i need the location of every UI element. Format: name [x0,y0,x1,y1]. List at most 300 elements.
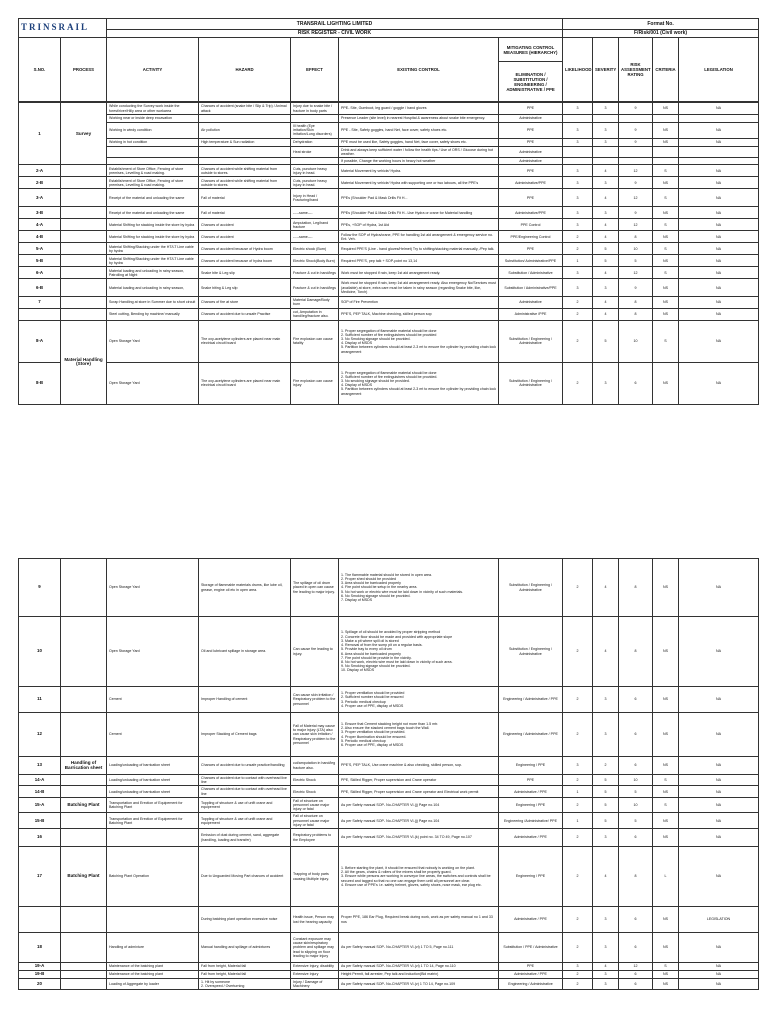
likelihood-cell: 3 [563,189,593,207]
severity-cell: 5 [593,813,619,829]
control-cell: As per Safety manual SOP- No-CHAPTER VI-(vi) 1 TO 5, Page no.111 [339,933,499,963]
sno-cell: 2-A [19,165,61,177]
effect-cell: Extensive Injury [291,971,339,979]
sno-cell: 3-A [19,189,61,207]
criteria-cell: NS [653,757,679,775]
criteria-cell: S [653,165,679,177]
sno-cell: 15-A [19,797,61,813]
mitigation-cell: PPE [499,165,563,177]
table-row [19,559,759,617]
col-elimination: ELIMINATION / SUBSTITUTION / ENGINEERING / ADMINISTRATIVE / PPE [499,62,563,102]
severity-cell: 4 [593,231,619,243]
effect-cell: Extensive Injury, disability [291,963,339,971]
activity-cell [107,829,199,847]
process-cell [61,177,107,189]
control-cell: Work must be stopped if rain, keep 1st aid arrangement ready. [339,267,499,279]
likelihood-cell: 3 [563,279,593,297]
activity-cell: Transportation and Erection of Equipement for Batching Plant [107,813,199,829]
rating-cell: 9 [619,279,653,297]
effect-cell: Injury in Head / Fracturing/hand [291,189,339,207]
control-cell: Material Movement by vehicle/ Hydra with supporting one or two labours, all the PPE's [339,177,499,189]
format-label: Format No. [563,19,759,30]
hazard-cell: Chances of accident due to contact with overhead live line [199,775,291,786]
activity-cell: Working in windy condition [107,123,199,139]
rating-cell: 10 [619,775,653,786]
mitigation-cell: Substitution / Administrative/PPE [499,279,563,297]
table-row [19,219,759,231]
activity-cell: Material loading and unloading in rainy season, Patrolling at Night [107,267,199,279]
col-process: PROCESS [61,38,107,102]
activity-cell: Loading/unloading of barrication sheet [107,775,199,786]
mitigation-cell: Engineering / Administrative / PPE [499,687,563,713]
logo-cell [19,19,107,38]
control-cell: 1. Proper ventilation should be provided 2. Sufficient number should be ensured 3. Periodic medical checkup 4. Proper use of PPE, display of MSDS [339,687,499,713]
legislation-cell [679,158,759,165]
process-cell [61,907,107,933]
likelihood-cell [563,158,593,165]
legislation-cell: NA [679,255,759,267]
effect-cell: Electric Shock [291,786,339,797]
col-mitigating: MITIGATING CONTROL MEASURES (HIERARCHY) [499,38,563,62]
sno-cell: 20 [19,979,61,990]
effect-cell: Electric shock (Burn) [291,243,339,255]
criteria-cell: S [653,243,679,255]
col-sno: S.NO. [19,38,61,102]
control-cell: PPEs (Shoulder Pad & Mask Drills Fit H... [339,189,499,207]
criteria-cell: NS [653,907,679,933]
mitigation-cell: PPE [499,123,563,139]
hazard-cell: Fall of material [199,207,291,219]
likelihood-cell: 2 [563,933,593,963]
severity-cell: 3 [593,207,619,219]
criteria-cell: NS [653,103,679,115]
page1-body [18,102,759,405]
hazard-cell: Chances of accident due to unsafe practice/handling [199,757,291,775]
sno-cell: 14-A [19,775,61,786]
legislation-cell: NA [679,797,759,813]
legislation-cell: NA [679,297,759,308]
mitigation-cell: Substitution / Engineering / Administrative [499,559,563,617]
process-cell [61,786,107,797]
criteria-cell: NS [653,362,679,404]
activity-cell: Establishment of Store Office, Fencing of store premises, Levelling & road making. [107,165,199,177]
sno-cell: 6-B [19,279,61,297]
likelihood-cell: 2 [563,297,593,308]
control-cell: If possible, Change the working hours in heavy hot weather [339,158,499,165]
criteria-cell: NS [653,177,679,189]
table-row [19,713,759,757]
effect-cell: Can cause fire leading to injury. [291,617,339,687]
table-row [19,797,759,813]
activity-cell: Receipt of the material and unloading the same [107,189,199,207]
mitigation-cell: PPE/Engineering Control [499,231,563,243]
criteria-cell: NS [653,279,679,297]
rating-cell: 12 [619,267,653,279]
criteria-cell: NS [653,687,679,713]
rating-cell: 12 [619,165,653,177]
table-row [19,907,759,933]
hazard-cell: 1. Hit by someone 2. Overspeed / Overturning [199,979,291,990]
table-row [19,123,759,139]
criteria-cell: NS [653,207,679,219]
control-cell: Presence Leader (site level) in nearest Hospital & awareness about snake bite emergency. [339,115,499,123]
rating-cell: 9 [619,207,653,219]
company-name: TRANSRAIL LIGHTING LIMITED [107,19,563,30]
mitigation-cell: PPE [499,189,563,207]
severity-cell: 3 [593,103,619,115]
legislation-cell: NA [679,243,759,255]
process-cell [61,971,107,979]
sno-cell: 5-A [19,243,61,255]
process-cell [61,308,107,320]
mitigation-cell: Substitution / Engineering / Administrative [499,320,563,362]
hazard-cell: Snake bite & Leg slip [199,267,291,279]
likelihood-cell: 3 [563,177,593,189]
hazard-cell: Air pollution [199,123,291,139]
process-cell: Survey [61,103,107,165]
format-value: F/Risk/001 (Civil work) [563,30,759,38]
risk-register-page-2 [18,558,758,990]
rating-cell: 6 [619,687,653,713]
mitigation-cell: Engineering / PPE [499,797,563,813]
legislation-cell: NA [679,362,759,404]
criteria-cell: S [653,267,679,279]
sno-cell: 19-A [19,963,61,971]
severity-cell: 4 [593,847,619,907]
activity-cell: Steel cutting, Bending by machine/ manually [107,308,199,320]
severity-cell: 4 [593,308,619,320]
table-row [19,138,759,146]
table-row [19,146,759,157]
effect-cell: Ill health (Eye irritation/Skin irritation/Lung disorders) [291,123,339,139]
legislation-cell: NA [679,617,759,687]
rating-cell: 8 [619,297,653,308]
table-row [19,267,759,279]
legislation-cell: NA [679,165,759,177]
mitigation-cell: Substitution / Engineering / Administrative [499,617,563,687]
process-cell [61,279,107,297]
likelihood-cell: 2 [563,797,593,813]
sno-cell: 4-A [19,219,61,231]
legislation-cell: NA [679,813,759,829]
sno-cell [19,308,61,320]
rating-cell: 5 [619,813,653,829]
criteria-cell: L [653,847,679,907]
criteria-cell [653,115,679,123]
sno-cell: 8-B [19,362,61,404]
mitigation-cell: PPE [499,138,563,146]
mitigation-cell: Substitution/ Administrative/PPE [499,255,563,267]
sno-cell: 14-B [19,786,61,797]
rating-cell: 10 [619,320,653,362]
control-cell: As per Safety manual SOP- No-CHAPTER VI-(j) Page no.104 [339,797,499,813]
activity-cell: Open Storage Yard [107,362,199,404]
rating-cell: 6 [619,971,653,979]
rating-cell: 6 [619,362,653,404]
table-row [19,103,759,115]
likelihood-cell: 2 [563,243,593,255]
hazard-cell: Chances of accident because of Hydra boom [199,243,291,255]
process-cell [61,713,107,757]
sno-cell: 3-B [19,207,61,219]
hazard-cell: Fall from height, Material fall [199,963,291,971]
hazard-cell [199,158,291,165]
hazard-cell: High temperature & Sun radiation [199,138,291,146]
rating-cell: 8 [619,617,653,687]
criteria-cell: NS [653,786,679,797]
table-row [19,158,759,165]
mitigation-cell: Substitution / Administrative [499,267,563,279]
process-cell [61,219,107,231]
sno-cell: 12 [19,713,61,757]
rating-cell [619,158,653,165]
severity-cell: 4 [593,963,619,971]
legislation-cell: NA [679,933,759,963]
table-row [19,177,759,189]
process-cell [61,297,107,308]
effect-cell: Material Damage/Body burn [291,297,339,308]
control-cell: As per Safety manual SOP- No-CHAPTER VI-(j) Page no.104 [339,813,499,829]
likelihood-cell: 2 [563,907,593,933]
criteria-cell: NS [653,829,679,847]
sno-cell: 4-B [19,231,61,243]
control-cell: PPE'S, PEP TALK, Use crane machine & also checking, skilled person, sop. [339,757,499,775]
mitigation-cell: Engineering /Administrative/ PPE [499,813,563,829]
hazard-cell: During batching plant operation excessive noise [199,907,291,933]
sno-cell [19,907,61,933]
likelihood-cell: 2 [563,559,593,617]
register-title: RISK REGISTER - CIVIL WORK [107,30,563,38]
severity-cell: 3 [593,907,619,933]
mitigation-cell: Administrative/PPE [499,207,563,219]
rating-cell: 10 [619,243,653,255]
col-hazard: HAZARD [199,38,291,102]
severity-cell: 5 [593,775,619,786]
mitigation-cell: PPE [499,103,563,115]
effect-cell: Fall of structure on personnel cause major injury or fatal [291,797,339,813]
mitigation-cell: PPE [499,963,563,971]
severity-cell: 4 [593,617,619,687]
activity-cell: Establishment of Store Office, Fencing of store premises, Levelling & road making. [107,177,199,189]
severity-cell: 5 [593,320,619,362]
severity-cell: 5 [593,255,619,267]
page2-body [18,558,759,990]
severity-cell: 3 [593,829,619,847]
rating-cell: 12 [619,219,653,231]
table-row [19,963,759,971]
hazard-cell: Chances of accident (snake bite / Slip & Trip) / Animal attack [199,103,291,115]
control-cell: 1. Proper segregation of flammable material should be done 2. Sufficient number of fire extinguishers should be provided. 3. No smoking signage should be provided. 4. Display of MSDS 5. Partition between cylinders should at least 2-3 mt to ensure the cylinder by providing chain lock arrangement [339,362,499,404]
activity-cell: Material Shifting/Stacking under the HT/LT Line cable by hydra [107,255,199,267]
hazard-cell: Chances of accident [199,219,291,231]
effect-cell: Electric Shock(Body Burn) [291,255,339,267]
process-cell [61,617,107,687]
rating-cell: 9 [619,177,653,189]
severity-cell: 4 [593,297,619,308]
activity-cell: Material Shifting for stacking inside the store by hydra [107,219,199,231]
severity-cell: 5 [593,786,619,797]
hazard-cell: Chances of accident due to unsafe Practise [199,308,291,320]
control-cell: PPE, Skilled Rigger, Proper supervision and Crane operator and Electrical work permit [339,786,499,797]
control-cell: SOP of Fire Prevention [339,297,499,308]
hazard-cell: Chances of accident [199,231,291,243]
control-cell: As per Safety manual SOP- No-CHAPTER VI-(k) point no. 34 TO 49, Page no.107 [339,829,499,847]
rating-cell: 8 [619,308,653,320]
mitigation-cell: PPE [499,775,563,786]
mitigation-cell: PPE Control [499,219,563,231]
table-row [19,757,759,775]
table-row [19,231,759,243]
company-logo: TRINSRAIL [21,21,90,32]
control-cell: PPE - Site, Safety goggles, hand Net, face cover, safety shoes etc. [339,123,499,139]
header-table [18,18,759,102]
table-row [19,297,759,308]
rating-cell: 8 [619,231,653,243]
col-criteria: CRITERIA [653,38,679,102]
control-cell: PPE'S, PEP TALK, Machine checking, skilled person sop [339,308,499,320]
activity-cell: Loading of Aggregate by loader [107,979,199,990]
activity-cell [107,158,199,165]
control-cell: PPEs, +SOP of Hydra, 1st Aid [339,219,499,231]
mitigation-cell: Engineering / PPE [499,757,563,775]
sno-cell: 5-B [19,255,61,267]
table-row [19,189,759,207]
criteria-cell: S [653,189,679,207]
activity-cell: Batching Plant Operation [107,847,199,907]
rating-cell: 5 [619,255,653,267]
likelihood-cell: 2 [563,687,593,713]
likelihood-cell: 2 [563,979,593,990]
effect-cell: Cuts, puncture heavy injury in head. [291,177,339,189]
process-cell [61,813,107,829]
criteria-cell: NS [653,813,679,829]
criteria-cell: NS [653,308,679,320]
rating-cell: 5 [619,786,653,797]
criteria-cell: NS [653,138,679,146]
likelihood-cell: 3 [563,165,593,177]
mitigation-cell: Administrative / PPE [499,907,563,933]
table-row [19,687,759,713]
sno-cell: 11 [19,687,61,713]
legislation-cell: NA [679,786,759,797]
rating-cell: 6 [619,757,653,775]
severity-cell [593,115,619,123]
effect-cell: Fire explosion can cause fatality [291,320,339,362]
control-cell: Drink and always keep sufficient water / follow the health tips / Use of ORS / Glucose during hot weather. [339,146,499,157]
effect-cell: Dehydration [291,138,339,146]
control-cell: Required PPE'S, pep talk + SOP-point no 13,14 [339,255,499,267]
likelihood-cell: 3 [563,757,593,775]
criteria-cell [653,146,679,157]
severity-cell: 3 [593,123,619,139]
criteria-cell: S [653,219,679,231]
activity-cell: Maintenance of the batching plant [107,971,199,979]
effect-cell [291,158,339,165]
severity-cell: 4 [593,559,619,617]
table-row [19,933,759,963]
severity-cell: 4 [593,189,619,207]
activity-cell: Material Shifting for stacking inside the store by hydra [107,231,199,243]
severity-cell: 3 [593,933,619,963]
severity-cell [593,146,619,157]
table-row [19,847,759,907]
control-cell: 1. Ensure that Cement stacking height not more than 1.5 mtr. 2. Also ensure the stacked cement bags touch the Wall. 3. Proper ventilation should be provided. 4. Proper illumination should be ensured. 5. Periodic medical checkup 6. Proper use of PPE, display of MSDS [339,713,499,757]
sno-cell: 8-A [19,320,61,362]
mitigation-cell: Substitution / PPE / Administrative [499,933,563,963]
process-cell [61,267,107,279]
table-row [19,320,759,362]
legislation-cell: LEGISLATION [679,907,759,933]
control-cell: Required PPE'S (Line - hand gloves/Helmet) Try to shifting/stacking material manually, /Pep talk. [339,243,499,255]
col-effect: EFFECT [291,38,339,102]
activity-cell: Open Storage Yard [107,320,199,362]
legislation-cell: NA [679,559,759,617]
sno-cell: 19-B [19,971,61,979]
activity-cell: Receipt of the material and unloading the same [107,207,199,219]
likelihood-cell: 2 [563,231,593,243]
legislation-cell: NA [679,971,759,979]
mitigation-cell: Engineering / Administrative [499,979,563,990]
severity-cell [593,158,619,165]
effect-cell: Fall of structure on personnel cause major injury or fatal [291,813,339,829]
likelihood-cell: 2 [563,775,593,786]
mitigation-cell: Administrative [499,146,563,157]
criteria-cell [653,158,679,165]
criteria-cell: S [653,320,679,362]
effect-cell: Constant exposure may cause skin/respiratory problem and spillage may lead to slipping on floor leading to major injury [291,933,339,963]
legislation-cell: NA [679,189,759,207]
likelihood-cell: 3 [563,219,593,231]
sno-cell: 10 [19,617,61,687]
risk-register-page-1 [18,18,758,405]
activity-cell: Loading/unloading of barrication sheet [107,786,199,797]
table-row [19,115,759,123]
process-cell [61,963,107,971]
likelihood-cell: 1 [563,813,593,829]
process-cell: Batching Plant [61,797,107,813]
activity-cell: Material loading and unloading in rainy season, [107,279,199,297]
mitigation-cell: Administrative/PPE [499,177,563,189]
control-cell: PPE- Site, Gumboot, leg guard / goggle / hand gloves [339,103,499,115]
process-cell [61,207,107,219]
table-row [19,362,759,404]
process-cell [61,933,107,963]
likelihood-cell: 3 [563,267,593,279]
control-cell: 1. Before starting the plant, it should be ensured that nobody is working on the plant. 2. All the gears, chains & rollers of the mixers shall be properly guard. 3. Ensure while persons are working in conveyor line areas, the switches and controls shall be secured and tagged so that no one can engage them until all personnel are clear. 4. Ensure use of PPE's i.e. safety helmet, gloves, safety shoes, nose mask, ear plug etc. [339,847,499,907]
control-cell: PPE, Skilled Rigger, Proper supervision and Crane operator [339,775,499,786]
severity-cell: 4 [593,165,619,177]
table-row [19,279,759,297]
sno-cell: 2-B [19,177,61,189]
table-row [19,255,759,267]
legislation-cell: NA [679,979,759,990]
activity-cell: Open Storage Yard [107,559,199,617]
likelihood-cell: 2 [563,971,593,979]
rating-cell: 12 [619,963,653,971]
likelihood-cell: 2 [563,308,593,320]
hazard-cell [199,115,291,123]
criteria-cell: NS [653,713,679,757]
criteria-cell: NS [653,123,679,139]
table-row [19,979,759,990]
severity-cell: 2 [593,757,619,775]
hazard-cell [199,146,291,157]
legislation-cell: NA [679,231,759,243]
criteria-cell: NS [653,933,679,963]
hazard-cell: Snake biting & Leg slip [199,279,291,297]
likelihood-cell: 2 [563,617,593,687]
activity-cell: Maintenance of the batching plant [107,963,199,971]
